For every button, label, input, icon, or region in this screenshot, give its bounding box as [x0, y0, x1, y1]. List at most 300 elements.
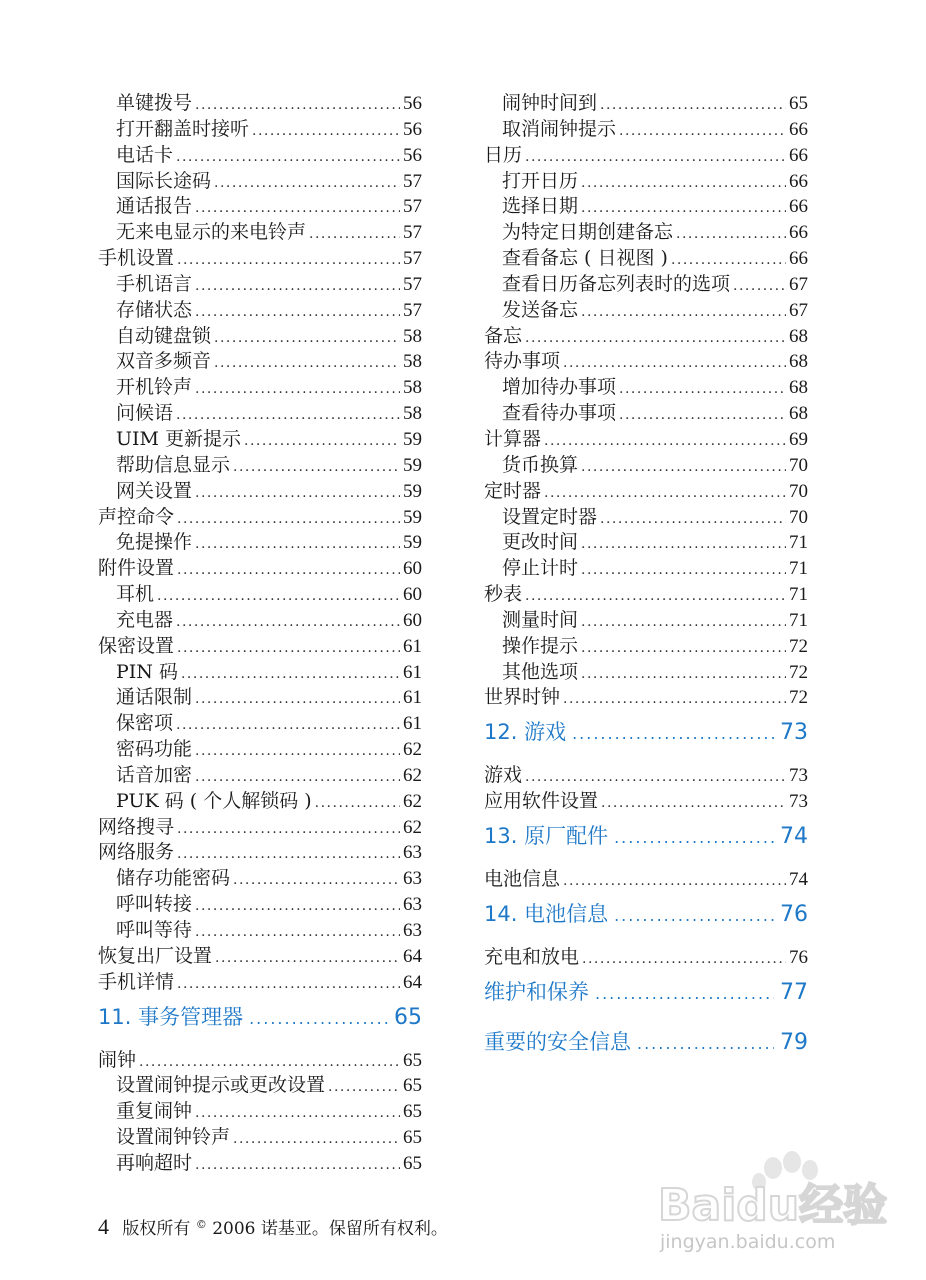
toc-chapter-title: 维护和保养 [484, 979, 589, 1004]
dot-leader [582, 951, 786, 967]
toc-subentry[interactable] [98, 321, 422, 347]
dot-leader [601, 795, 786, 811]
toc-entry-title: 充电和放电 [484, 945, 580, 968]
toc-page-number: 64 [403, 945, 422, 967]
dot-leader [195, 304, 400, 320]
toc-entry[interactable] [484, 476, 808, 502]
toc-page-number: 71 [789, 532, 808, 554]
toc-page-number: 61 [403, 635, 422, 657]
toc-subentry[interactable] [98, 166, 422, 192]
toc-page-number: 66 [789, 118, 808, 140]
toc-page-number: 63 [403, 894, 422, 915]
toc-page-number: 66 [789, 196, 808, 218]
toc-entry-title: 再响超时 [116, 1151, 193, 1174]
dot-leader [195, 485, 400, 501]
toc-right-column [484, 88, 808, 1070]
dot-leader [195, 691, 400, 707]
dot-leader [244, 433, 400, 449]
toc-subentry[interactable] [484, 398, 808, 424]
toc-subentry[interactable] [484, 217, 808, 243]
toc-page-number: 67 [789, 273, 808, 295]
toc-page-number: 65 [394, 1004, 422, 1030]
dot-leader [176, 717, 400, 733]
toc-entry-title: 游戏 [484, 764, 523, 787]
toc-entry[interactable] [484, 321, 808, 347]
toc-chapter-title: 11. 事务管理器 [98, 1004, 244, 1029]
toc-page-number: 59 [403, 480, 422, 502]
toc-page-number: 62 [403, 764, 422, 786]
dot-leader [614, 906, 774, 925]
toc-page-number: 70 [789, 506, 808, 528]
toc-subentry[interactable] [98, 88, 422, 114]
toc-page-number: 59 [403, 506, 422, 528]
toc-entry-title: 设置定时器 [502, 505, 598, 528]
toc-subentry[interactable] [484, 527, 808, 553]
toc-page-number: 66 [789, 144, 808, 166]
toc-subentry[interactable] [98, 760, 422, 786]
toc-entry-title: 定时器 [484, 479, 542, 502]
toc-page-number: 57 [403, 222, 422, 244]
watermark-brand: Baidu经验 [658, 1180, 888, 1231]
dot-leader [177, 562, 400, 578]
dot-leader [315, 795, 400, 811]
toc-page-number: 72 [789, 661, 808, 683]
toc-entry-title: 耳机 [116, 583, 155, 605]
toc-entry-title: 查看日历备忘列表时的选项 [502, 272, 731, 295]
toc-page-number: 63 [403, 868, 422, 890]
toc-page-number: 68 [789, 377, 808, 399]
dot-leader [176, 407, 400, 423]
dot-leader [252, 123, 400, 139]
toc-entry-title: 存储状态 [116, 298, 193, 321]
toc-page-number: 65 [403, 1101, 422, 1123]
toc-entry-title: 手机详情 [98, 970, 175, 993]
toc-page-number: 74 [780, 823, 808, 849]
toc-entry-title: 通话限制 [116, 686, 193, 709]
toc-page-number: 60 [403, 558, 422, 580]
toc-subentry[interactable] [98, 372, 422, 398]
dot-leader [195, 536, 400, 552]
dot-leader [600, 97, 786, 113]
toc-page-number: 57 [403, 170, 422, 192]
toc-subentry[interactable] [98, 605, 422, 631]
dot-leader [563, 873, 786, 889]
dot-leader [214, 355, 400, 371]
dot-leader [215, 950, 400, 966]
toc-entry-title: 电池信息 [484, 867, 561, 890]
toc-entry-title: 打开日历 [502, 169, 579, 192]
toc-entry-title: 网络搜寻 [98, 815, 175, 838]
dot-leader [157, 588, 400, 604]
toc-entry[interactable] [98, 553, 422, 579]
toc-entry-title: 测量时间 [502, 608, 579, 631]
toc-page-number: 74 [789, 868, 808, 890]
toc-entry-title: 设置闹钟提示或更改设置 [116, 1074, 326, 1097]
toc-subentry[interactable] [484, 657, 808, 683]
toc-entry-title: 手机语言 [116, 272, 193, 295]
dot-leader [177, 821, 400, 837]
dot-leader [595, 984, 774, 1003]
toc-page-number: 77 [780, 979, 808, 1005]
toc-entry-title: 附件设置 [98, 557, 175, 580]
dot-leader [177, 976, 400, 992]
toc-entry-title: 查看备忘 ( 日视图 ) [502, 247, 668, 269]
toc-subentry[interactable] [484, 295, 808, 321]
toc-subentry[interactable] [98, 295, 422, 321]
toc-entry[interactable] [484, 579, 808, 605]
toc-subentry[interactable] [98, 863, 422, 889]
toc-entry[interactable] [484, 942, 808, 968]
dot-leader [619, 381, 786, 397]
toc-entry-title: 帮助信息显示 [116, 453, 231, 476]
toc-entry-title: PUK 码 ( 个人解锁码 ) [116, 789, 312, 812]
toc-page-number: 76 [780, 901, 808, 927]
toc-subentry[interactable] [484, 605, 808, 631]
toc-page-number: 65 [403, 1049, 422, 1071]
toc-page-number: 66 [789, 170, 808, 192]
dot-leader [563, 691, 786, 707]
dot-leader [195, 1157, 400, 1173]
toc-subentry[interactable] [98, 915, 422, 941]
toc-entry-title: 手机设置 [98, 247, 175, 269]
toc-page-number: 79 [780, 1029, 808, 1055]
toc-page-number: 65 [403, 1152, 422, 1174]
toc-entry[interactable] [98, 812, 422, 838]
toc-entry-title: 问候语 [116, 402, 174, 424]
toc-subentry[interactable] [98, 1148, 422, 1174]
toc-entry[interactable] [484, 864, 808, 890]
toc-chapter-heading[interactable] [484, 976, 808, 1018]
toc-page-number: 59 [403, 454, 422, 476]
toc-subentry[interactable] [98, 398, 422, 424]
dot-leader [176, 614, 400, 630]
toc-page-number: 57 [403, 196, 422, 218]
toc-page-number: 62 [403, 790, 422, 812]
toc-subentry[interactable] [98, 708, 422, 734]
toc-entry-title: 网关设置 [116, 479, 193, 502]
toc-entry-title: 密码功能 [116, 738, 193, 760]
toc-chapter-heading[interactable] [484, 1026, 808, 1068]
toc-page-number: 67 [789, 299, 808, 321]
dot-leader [176, 149, 400, 165]
toc-entry[interactable] [484, 682, 808, 708]
toc-chapter-heading[interactable] [484, 820, 808, 862]
toc-subentry[interactable] [98, 527, 422, 553]
dot-leader [600, 511, 786, 527]
toc-chapter-heading[interactable] [484, 716, 808, 758]
dot-leader [581, 459, 786, 475]
dot-leader [581, 666, 786, 682]
toc-entry-title: 充电器 [116, 608, 174, 631]
dot-leader [195, 769, 400, 785]
toc-subentry[interactable] [484, 243, 808, 269]
toc-page-number: 62 [403, 816, 422, 838]
toc-subentry[interactable] [98, 579, 422, 605]
dot-leader [233, 872, 400, 888]
toc-page-number: 58 [403, 377, 422, 399]
footer-copyright-label: 版权所有 [122, 1219, 191, 1239]
dot-leader [637, 1034, 774, 1053]
toc-page-number: 57 [403, 248, 422, 269]
toc-page-number: 70 [789, 480, 808, 502]
watermark-url: jingyan.baidu.com [660, 1231, 836, 1253]
toc-page-number: 60 [403, 609, 422, 631]
toc-subentry[interactable] [98, 682, 422, 708]
toc-page-number: 65 [403, 1075, 422, 1097]
toc-page-number: 73 [789, 765, 808, 787]
toc-page-number: 66 [789, 248, 808, 269]
dot-leader [544, 485, 786, 501]
toc-page-number: 58 [403, 351, 422, 373]
toc-subentry[interactable] [98, 191, 422, 217]
toc-page-number: 61 [403, 713, 422, 735]
dot-leader [309, 226, 400, 242]
toc-page-number: 73 [780, 720, 808, 746]
toc-entry-title: 话音加密 [116, 763, 193, 786]
dot-leader [581, 536, 786, 552]
toc-page-number: 72 [789, 687, 808, 709]
toc-subentry[interactable] [484, 553, 808, 579]
toc-subentry[interactable] [98, 1070, 422, 1096]
toc-page-number: 61 [403, 661, 422, 683]
toc-entry-title: 设置闹钟铃声 [116, 1126, 231, 1148]
baidu-jingyan-watermark [658, 1148, 888, 1258]
toc-page-number: 70 [789, 454, 808, 476]
dot-leader [581, 640, 786, 656]
toc-entry[interactable] [484, 346, 808, 372]
toc-page-number: 72 [789, 635, 808, 657]
toc-subentry[interactable] [98, 346, 422, 372]
toc-subentry[interactable] [98, 217, 422, 243]
toc-entry-title: UIM 更新提示 [116, 427, 242, 450]
dot-leader [214, 330, 400, 346]
toc-subentry[interactable] [484, 114, 808, 140]
toc-left-column [98, 88, 422, 1174]
toc-entry-title: 开机铃声 [116, 376, 193, 399]
dot-leader [195, 924, 400, 940]
toc-entry-title: 呼叫等待 [116, 919, 193, 941]
dot-leader [581, 200, 786, 216]
toc-subentry[interactable] [484, 269, 808, 295]
dot-leader [581, 614, 786, 630]
dot-leader [195, 898, 400, 914]
toc-entry[interactable] [98, 1045, 422, 1071]
toc-page-number: 63 [403, 842, 422, 864]
dot-leader [177, 640, 400, 656]
toc-entry-title: 计算器 [484, 427, 542, 450]
toc-subentry[interactable] [484, 502, 808, 528]
toc-entry-title: 免提操作 [116, 531, 193, 554]
toc-page-number: 65 [403, 1127, 422, 1148]
toc-entry-title: 无来电显示的来电铃声 [116, 221, 307, 244]
toc-entry[interactable] [98, 837, 422, 863]
toc-entry-title: 日历 [484, 143, 523, 166]
toc-subentry[interactable] [98, 114, 422, 140]
toc-subentry[interactable] [98, 450, 422, 476]
toc-subentry[interactable] [98, 657, 422, 683]
toc-chapter-title: 13. 原厂配件 [484, 823, 609, 848]
toc-entry-title: 通话报告 [116, 195, 193, 218]
toc-subentry[interactable] [484, 372, 808, 398]
dot-leader [676, 226, 786, 242]
toc-page-number: 56 [403, 144, 422, 166]
toc-page-number: 68 [789, 325, 808, 347]
dot-leader [214, 175, 400, 191]
dot-leader [181, 666, 400, 682]
toc-page-number: 60 [403, 584, 422, 605]
dot-leader [581, 562, 786, 578]
toc-subentry[interactable] [98, 889, 422, 915]
toc-page-number: 66 [789, 222, 808, 244]
toc-entry-title: 声控命令 [98, 505, 175, 528]
toc-chapter-heading[interactable] [484, 898, 808, 940]
toc-subentry[interactable] [484, 631, 808, 657]
toc-chapter-title: 14. 电池信息 [484, 901, 609, 926]
toc-entry-title: 世界时钟 [484, 686, 561, 709]
dot-leader [177, 511, 400, 527]
toc-subentry[interactable] [98, 424, 422, 450]
toc-page-number: 57 [403, 273, 422, 295]
toc-page-number: 56 [403, 118, 422, 140]
toc-page-number: 59 [403, 532, 422, 554]
dot-leader [177, 846, 400, 862]
dot-leader [195, 97, 400, 113]
toc-entry[interactable] [484, 424, 808, 450]
dot-leader [195, 743, 400, 759]
toc-chapter-title: 12. 游戏 [484, 720, 567, 745]
toc-entry-title: 增加待办事项 [502, 376, 617, 399]
toc-page-number: 71 [789, 584, 808, 605]
toc-entry[interactable] [98, 631, 422, 657]
toc-entry-title: 备忘 [484, 324, 523, 347]
toc-entry-title: 查看待办事项 [502, 402, 617, 424]
toc-subentry[interactable] [484, 166, 808, 192]
toc-subentry[interactable] [98, 1096, 422, 1122]
toc-page-number: 59 [403, 428, 422, 450]
toc-entry-title: 闹钟 [98, 1048, 137, 1071]
toc-entry-title: 保密设置 [98, 634, 175, 657]
toc-entry-title: 国际长途码 [116, 169, 212, 192]
dot-leader [563, 355, 786, 371]
dot-leader [195, 381, 400, 397]
toc-entry-title: 双音多频音 [116, 350, 212, 373]
toc-entry[interactable] [98, 243, 422, 269]
dot-leader [525, 149, 786, 165]
toc-entry-title: 待办事项 [484, 350, 561, 373]
toc-page-number: 68 [789, 351, 808, 373]
toc-entry-title: 操作提示 [502, 634, 579, 657]
dot-leader [195, 278, 400, 294]
toc-entry-title: 单键拨号 [116, 92, 193, 114]
dot-leader [619, 407, 786, 423]
toc-entry-title: PIN 码 [116, 660, 178, 683]
toc-entry-title: 应用软件设置 [484, 790, 599, 812]
footer-copyright-text: 2006 诺基亚。保留所有权利。 [212, 1219, 448, 1239]
toc-entry-title: 储存功能密码 [116, 867, 231, 890]
dot-leader [525, 769, 786, 785]
dot-leader [581, 304, 786, 320]
dot-leader [614, 828, 774, 847]
toc-page-number: 58 [403, 325, 422, 347]
page-number: 4 [98, 1214, 109, 1239]
toc-entry-title: 其他选项 [502, 660, 579, 683]
dot-leader [249, 1009, 388, 1028]
toc-entry-title: 为特定日期创建备忘 [502, 221, 674, 244]
dot-leader [572, 724, 774, 743]
toc-page-number: 57 [403, 299, 422, 321]
toc-subentry[interactable] [484, 450, 808, 476]
toc-entry-title: 网络服务 [98, 841, 175, 864]
dot-leader [328, 1079, 400, 1095]
toc-entry-title: 取消闹钟提示 [502, 117, 617, 140]
toc-page-number: 71 [789, 609, 808, 631]
toc-entry-title: 选择日期 [502, 195, 579, 218]
dot-leader [671, 252, 786, 268]
toc-page-number: 76 [789, 946, 808, 968]
copyright-symbol: © [195, 1218, 207, 1231]
page-footer [98, 1214, 448, 1240]
toc-subentry[interactable] [98, 1122, 422, 1148]
toc-entry[interactable] [98, 941, 422, 967]
dot-leader [233, 1131, 400, 1147]
toc-entry-title: 停止计时 [502, 557, 579, 580]
toc-page-number: 69 [789, 428, 808, 450]
dot-leader [195, 200, 400, 216]
toc-page-number: 61 [403, 687, 422, 709]
toc-page-number: 73 [789, 791, 808, 812]
toc-chapter-heading[interactable] [98, 1001, 422, 1043]
toc-entry[interactable] [484, 140, 808, 166]
toc-chapter-title: 重要的安全信息 [484, 1029, 631, 1054]
toc-subentry[interactable] [98, 786, 422, 812]
toc-page-number: 64 [403, 971, 422, 993]
toc-entry[interactable] [484, 760, 808, 786]
toc-entry-title: 呼叫转接 [116, 893, 193, 915]
toc-page-number: 68 [789, 403, 808, 424]
toc-subentry[interactable] [484, 191, 808, 217]
toc-entry[interactable] [98, 967, 422, 993]
toc-page-number: 62 [403, 739, 422, 760]
toc-entry-title: 闹钟时间到 [502, 92, 598, 114]
toc-page-number: 65 [789, 93, 808, 114]
toc-entry[interactable] [98, 502, 422, 528]
toc-subentry[interactable] [98, 734, 422, 760]
toc-entry[interactable] [484, 786, 808, 812]
toc-entry-title: 重复闹钟 [116, 1100, 193, 1123]
toc-entry-title: 货币换算 [502, 453, 579, 476]
toc-subentry[interactable] [98, 269, 422, 295]
toc-subentry[interactable] [98, 140, 422, 166]
dot-leader [233, 459, 400, 475]
toc-page-number: 71 [789, 558, 808, 580]
toc-entry-title: 更改时间 [502, 531, 579, 554]
toc-entry-title: 发送备忘 [502, 298, 579, 321]
dot-leader [733, 278, 786, 294]
toc-entry-title: 自动键盘锁 [116, 324, 212, 347]
dot-leader [619, 123, 786, 139]
toc-entry-title: 电话卡 [116, 143, 174, 166]
dot-leader [581, 175, 786, 191]
toc-entry-title: 保密项 [116, 712, 174, 735]
toc-entry-title: 恢复出厂设置 [98, 944, 213, 967]
toc-entry-title: 打开翻盖时接听 [116, 117, 250, 140]
toc-page-number: 56 [403, 93, 422, 114]
dot-leader [525, 588, 786, 604]
toc-subentry[interactable] [484, 88, 808, 114]
toc-subentry[interactable] [98, 476, 422, 502]
dot-leader [139, 1054, 400, 1070]
toc-entry-title: 秒表 [484, 583, 523, 605]
